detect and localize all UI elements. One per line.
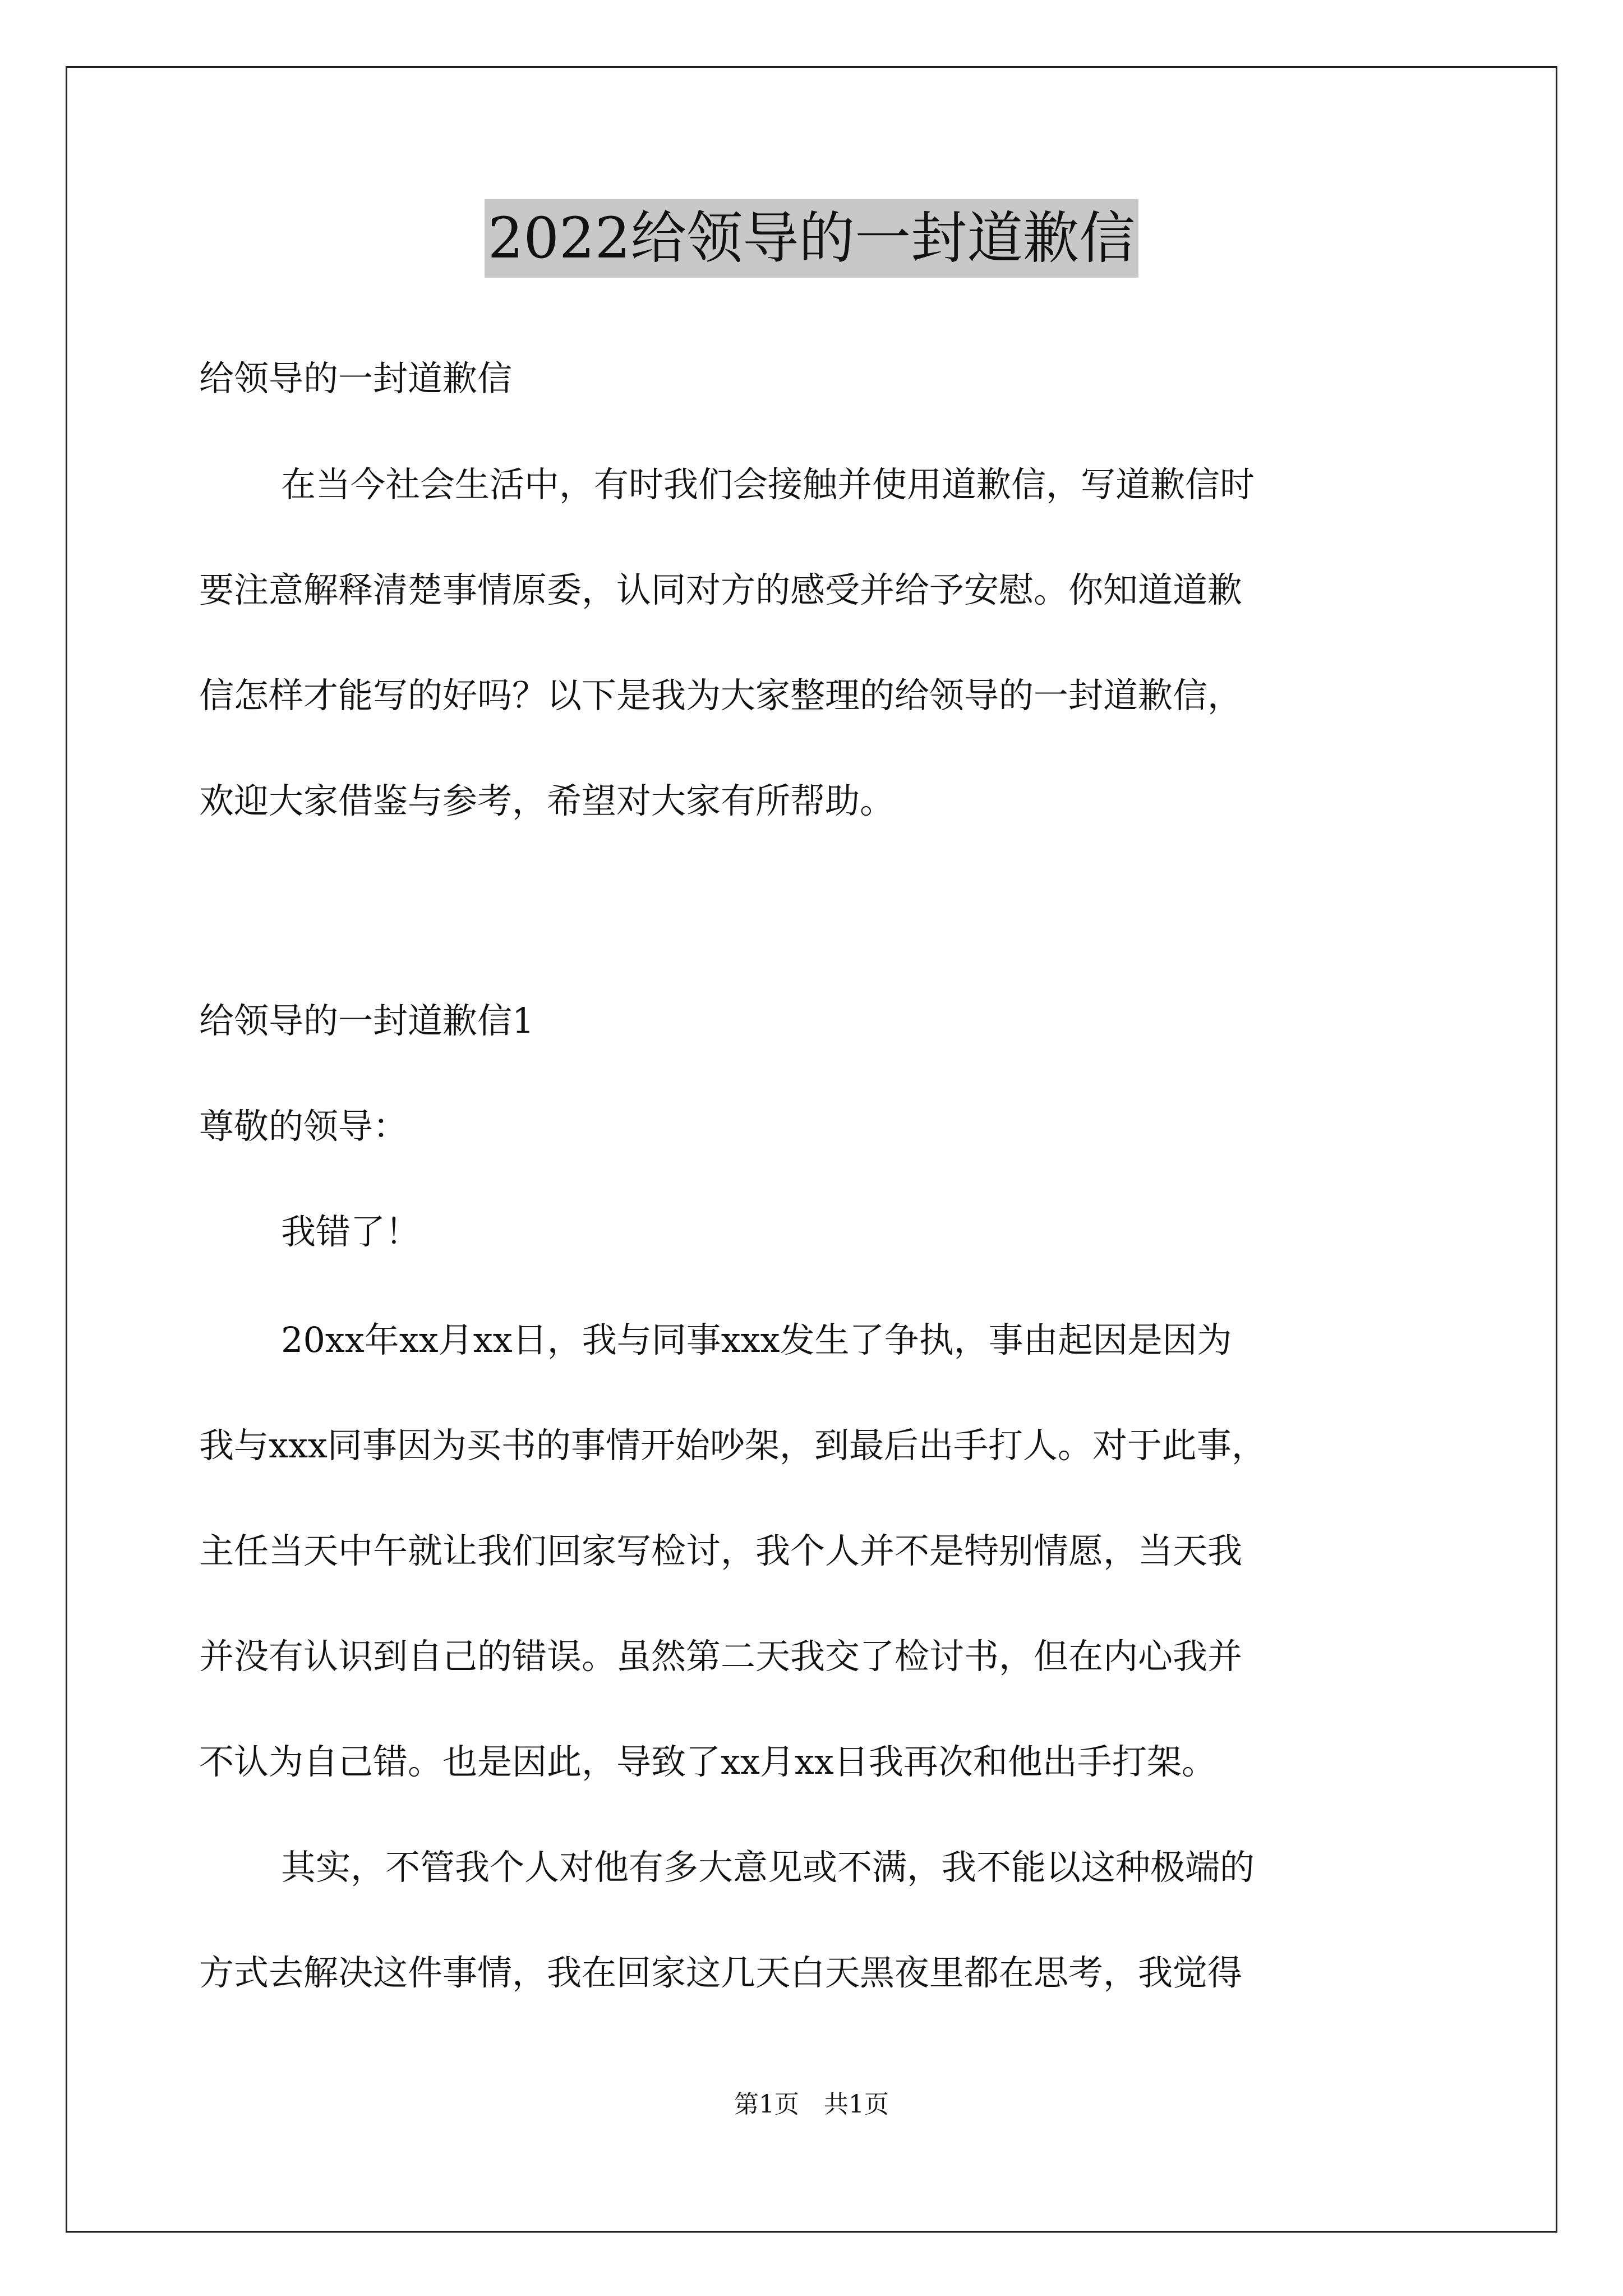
paragraph-line: 其实，不管我个人对他有多大意见或不满，我不能以这种极端的 bbox=[281, 1847, 1255, 1888]
intro-line: 在当今社会生活中，有时我们会接触并使用道歉信，写道歉信时 bbox=[281, 464, 1255, 505]
intro-paragraph bbox=[199, 432, 1433, 854]
exclamation: 我错了！ bbox=[281, 1211, 421, 1252]
paragraph-line: 主任当天中午就让我们回家写检讨，我个人并不是特别情愿，当天我 bbox=[199, 1530, 1243, 1571]
paragraph-line: 我与xxx同事因为买书的事情开始吵架，到最后出手打人。对于此事， bbox=[199, 1425, 1266, 1466]
paragraph-line: 并没有认识到自己的错误。虽然第二天我交了检讨书，但在内心我并 bbox=[199, 1636, 1243, 1677]
paragraph-line: 不认为自己错。也是因此，导致了xx月xx日我再次和他出手打架。 bbox=[199, 1741, 1216, 1782]
document-title: 2022给领导的一封道歉信 bbox=[485, 199, 1139, 278]
paragraph-1 bbox=[199, 1287, 1433, 1815]
section-title: 给领导的一封道歉信1 bbox=[199, 1000, 534, 1041]
intro-line: 信怎样才能写的好吗？以下是我为大家整理的给领导的一封道歉信， bbox=[199, 675, 1243, 716]
subtitle: 给领导的一封道歉信 bbox=[199, 358, 513, 399]
intro-line: 要注意解释清楚事情原委，认同对方的感受并给予安慰。你知道道歉 bbox=[199, 569, 1243, 610]
intro-line: 欢迎大家借鉴与参考，希望对大家有所帮助。 bbox=[199, 780, 895, 821]
page-footer: 第1页 共1页 bbox=[734, 2090, 889, 2119]
title-container bbox=[0, 199, 1623, 278]
paragraph-2 bbox=[199, 1815, 1433, 2026]
paragraph-line: 方式去解决这件事情，我在回家这几天白天黑夜里都在思考，我觉得 bbox=[199, 1952, 1243, 1993]
paragraph-line: 20xx年xx月xx日，我与同事xxx发生了争执，事由起因是因为 bbox=[281, 1319, 1232, 1360]
salutation: 尊敬的领导： bbox=[199, 1106, 408, 1147]
